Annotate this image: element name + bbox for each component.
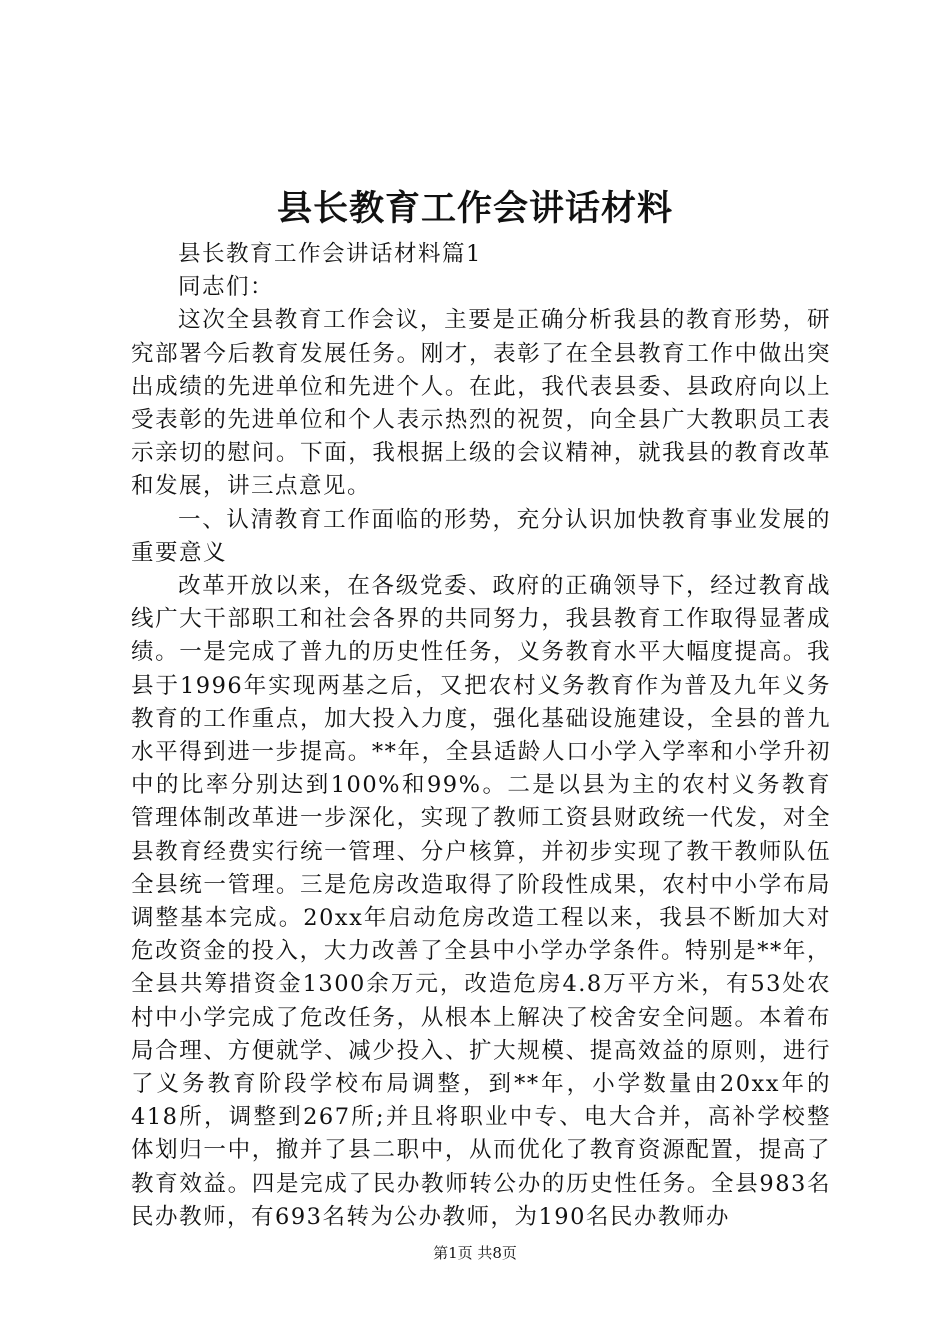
document-body	[131, 238, 831, 1234]
page-footer: 第1页 共8页	[433, 1244, 517, 1262]
paragraph-intro: 这次全县教育工作会议，主要是正确分析我县的教育形势，研究部署今后教育发展任务。刚才，表彰了在全县教育工作中做出突出成绩的先进单位和先进个人。在此，我代表县委、县政府向以上受表彰的先进单位和个人表示热烈的祝贺，向全县广大教职员工表示亲切的慰问。下面，我根据上级的会议精神，就我县的教育改革和发展，讲三点意见。	[131, 307, 831, 500]
section-heading-1: 一、认清教育工作面临的形势，充分认识加快教育事业发展的重要意义	[131, 506, 831, 566]
salutation: 同志们：	[178, 274, 275, 301]
document-subtitle: 县长教育工作会讲话材料篇1	[178, 241, 482, 267]
paragraph-achievements: 改革开放以来，在各级党委、政府的正确领导下，经过教育战线广大干部职工和社会各界的共同努力，我县教育工作取得显著成绩。一是完成了普九的历史性任务，义务教育水平大幅度提高。我县于1996年实现两基之后，又把农村义务教育作为普及九年义务教育的工作重点，加大投入力度，强化基础设施建设，全县的普九水平得到进一步提高。**年，全县适龄人口小学入学率和小学升初中的比率分别达到100%和99%。二是以县为主的农村义务教育管理体制改革进一步深化，实现了教师工资县财政统一代发，对全县教育经费实行统一管理、分户核算，并初步实现了教干教师队伍全县统一管理。三是危房改造取得了阶段性成果，农村中小学布局调整基本完成。20xx年启动危房改造工程以来，我县不断加大对危改资金的投入，大力改善了全县中小学办学条件。特别是**年，全县共筹措资金1300余万元，改造危房4.8万平方米，有53处农村中小学完成了危改任务，从根本上解决了校舍安全问题。本着布局合理、方便就学、减少投入、扩大规模、提高效益的原则，进行了义务教育阶段学校布局调整，到**年，小学数量由20xx年的418所，调整到267所;并且将职业中专、电大合并，高补学校整体划归一中，撤并了县二职中，从而优化了教育资源配置，提高了教育效益。四是完成了民办教师转公办的历史性任务。全县983名民办教师，有693名转为公办教师，为190名民办教师办	[131, 573, 831, 1230]
document-title: 县长教育工作会讲话材料	[276, 188, 673, 229]
